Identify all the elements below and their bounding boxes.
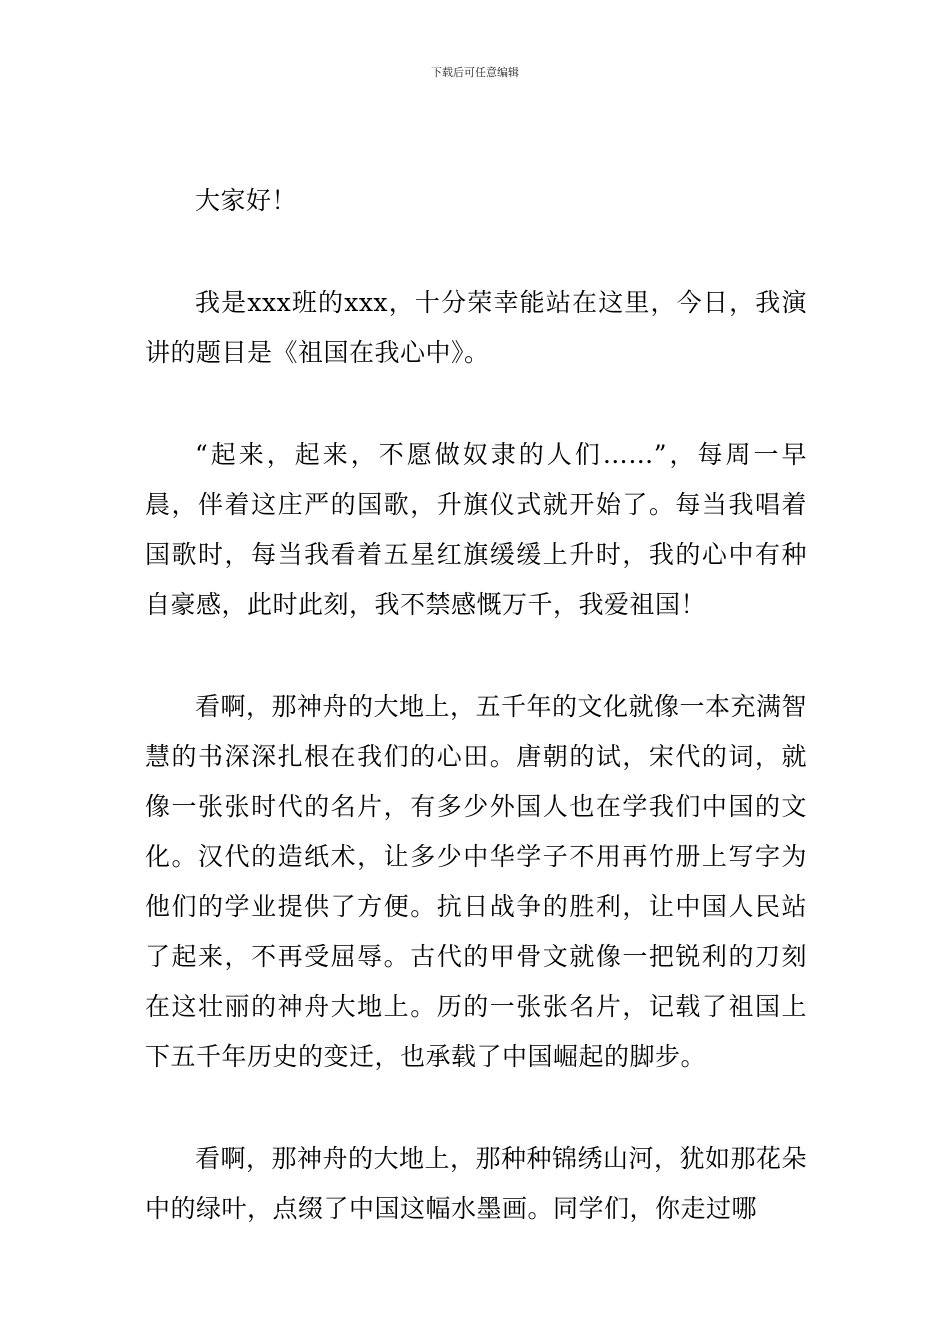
paragraph-landscape: 看啊，那神舟的大地上，那种种锦绣山河，犹如那花朵中的绿叶，点缀了中国这幅水墨画。同学们，你走过哪: [145, 1144, 808, 1223]
paragraph-anthem: “起来，起来，不愿做奴隶的人们……”，每周一早晨，伴着这庄严的国歌，升旗仪式就开始了。每当我唱着国歌时，每当我看着五星红旗缓缓上升时，我的心中有种自豪感，此时此刻，我不禁感慨万千，我爱祖国！: [145, 440, 807, 619]
paragraph-introduction: 我是xxx班的xxx，十分荣幸能站在这里，今日，我演讲的题目是《祖国在我心中》。: [145, 288, 807, 367]
paragraph-greeting: 大家好！: [195, 186, 298, 215]
paragraph-culture: 看啊，那神舟的大地上，五千年的文化就像一本充满智慧的书深深扎根在我们的心田。唐朝的试，宋代的词，就像一张张时代的名片，有多少外国人也在学我们中国的文化。汉代的造纸术，让多少中华学子不用再竹册上写字为他们的学业提供了方便。抗日战争的胜利，让中国人民站了起来，不再受屈辱。古代的甲骨文就像一把锐利的刀刻在这壮丽的神舟大地上。历的一张张名片，记载了祖国上下五千年历史的变迁，也承载了中国崛起的脚步。: [145, 692, 808, 1071]
page-header: 下载后可任意编辑: [431, 66, 519, 79]
document-body: [145, 176, 807, 1234]
